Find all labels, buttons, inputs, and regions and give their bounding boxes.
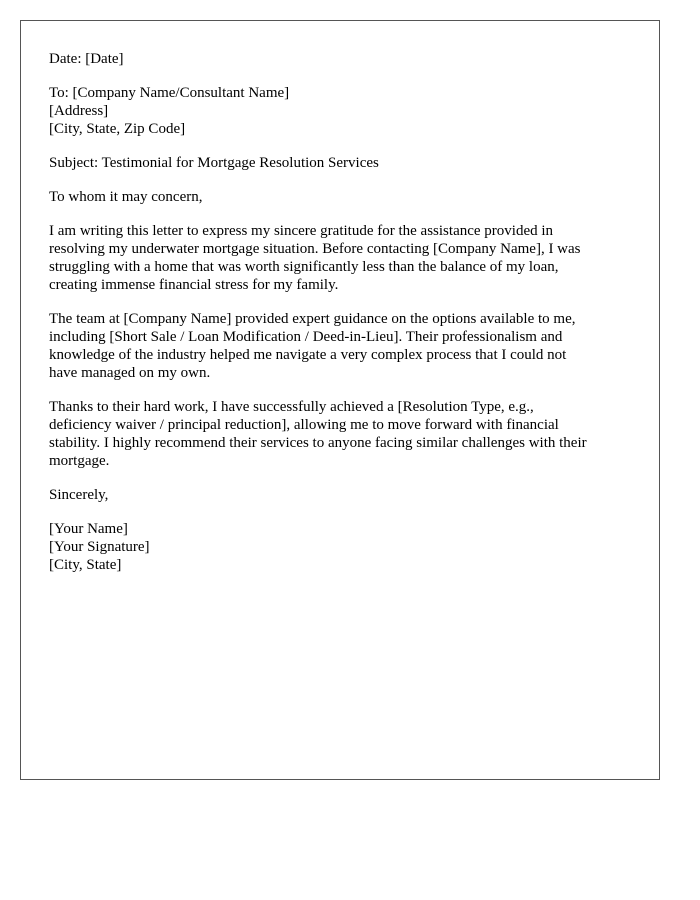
signature-city-state: [City, State] [49,557,122,573]
closing [49,486,631,504]
subject-text: Subject: Testimonial for Mortgage Resolution Services [49,155,379,171]
subject-line [49,154,631,172]
signature-sign: [Your Signature] [49,539,150,555]
paragraph-line: I am writing this letter to express my sincere gratitude for the assistance provided in [49,223,554,239]
paragraph-line: deficiency waiver / principal reduction], allowing me to move forward with financial [49,417,559,433]
paragraph-line: Thanks to their hard work, I have successfully achieved a [Resolution Type, e.g., [49,399,534,415]
recipient-address: [Address] [49,103,109,119]
paragraph-line: mortgage. [49,453,110,469]
signature-name: [Your Name] [49,521,128,537]
body-paragraph-2 [49,310,631,382]
date-text: Date: [Date] [49,51,124,67]
salutation [49,188,631,206]
recipient-city-state-zip: [City, State, Zip Code] [49,121,186,137]
recipient-block [49,84,631,138]
salutation-text: To whom it may concern, [49,189,203,205]
signature-block [49,520,631,574]
paragraph-line: knowledge of the industry helped me navigate a very complex process that I could not [49,347,567,363]
paragraph-line: The team at [Company Name] provided expert guidance on the options available to me, [49,311,576,327]
paragraph-line: have managed on my own. [49,365,211,381]
paragraph-line: struggling with a home that was worth significantly less than the balance of my loan, [49,259,559,275]
paragraph-line: resolving my underwater mortgage situation. Before contacting [Company Name], I was [49,241,581,257]
closing-text: Sincerely, [49,487,109,503]
body-paragraph-1 [49,222,631,294]
paragraph-line: stability. I highly recommend their services to anyone facing similar challenges with their [49,435,587,451]
body-paragraph-3 [49,398,631,470]
paragraph-line: creating immense financial stress for my family. [49,277,339,293]
letter-page [20,20,660,780]
paragraph-line: including [Short Sale / Loan Modification / Deed-in-Lieu]. Their professionalism and [49,329,563,345]
date-line [49,50,631,68]
recipient-to: To: [Company Name/Consultant Name] [49,85,290,101]
